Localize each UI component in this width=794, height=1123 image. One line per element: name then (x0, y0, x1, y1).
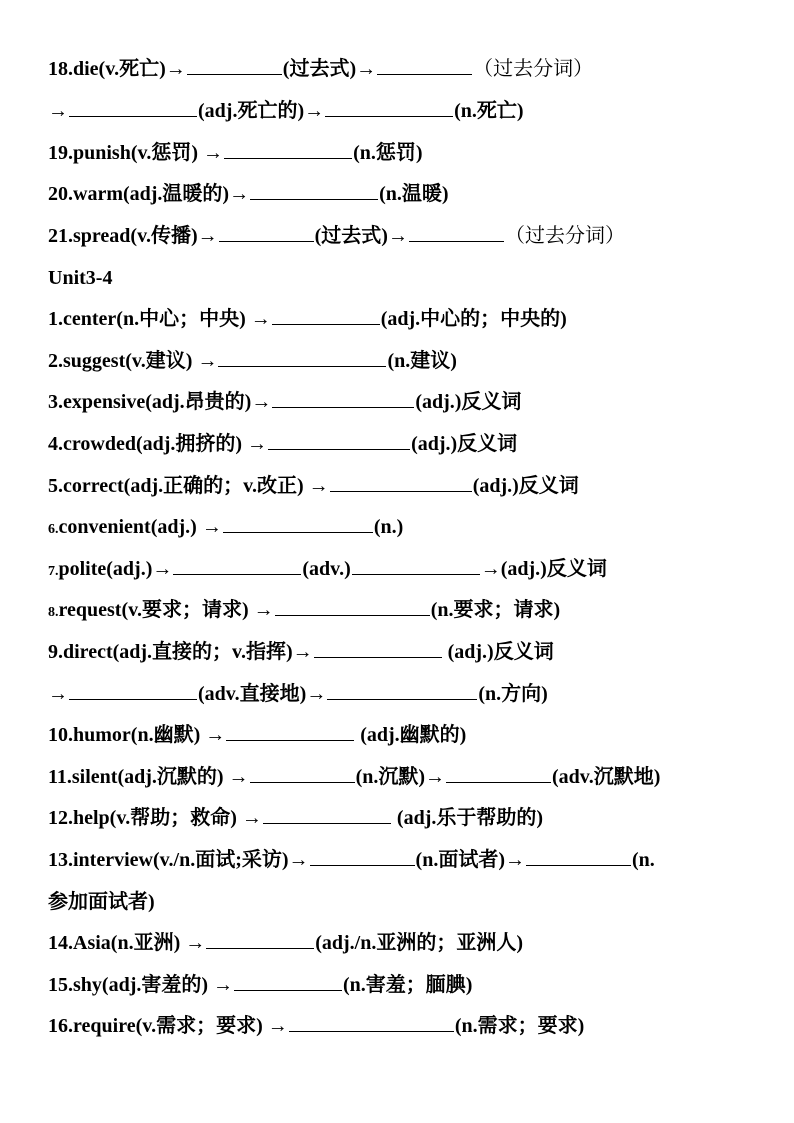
item-2-suggest: 2.suggest(v.建议) → (n.建议) (48, 344, 457, 378)
item-9-continued: → (adv.直接地)→ (n.方向) (48, 677, 548, 711)
item-14-asia: 14.Asia(n.亚洲) → (adj./n.亚洲的；亚洲人) (48, 926, 523, 960)
answer-blank[interactable] (377, 54, 472, 75)
item-13-interview: 13.interview(v./n.面试;采访)→ (n.面试者)→ (n. (48, 843, 655, 877)
answer-blank[interactable] (223, 512, 373, 533)
item-1-center: 1.center(n.中心；中央) → (adj.中心的；中央的) (48, 302, 567, 336)
item-15-shy: 15.shy(adj.害羞的) → (n.害羞；腼腆) (48, 968, 472, 1002)
item-18-die: 18.die(v.死亡)→ (过去式)→ （过去分词） (48, 52, 593, 86)
answer-blank[interactable] (206, 928, 314, 949)
answer-blank[interactable] (310, 845, 415, 866)
answer-blank[interactable] (250, 179, 378, 200)
item-10-humor: 10.humor(n.幽默) → (adj.幽默的) (48, 718, 466, 752)
answer-blank[interactable] (224, 138, 352, 159)
item-4-crowded: 4.crowded(adj.拥挤的) → (adj.)反义词 (48, 427, 517, 461)
item-18-continued: → (adj.死亡的)→ (n.死亡) (48, 94, 524, 128)
item-20-warm: 20.warm(adj.温暖的)→ (n.温暖) (48, 177, 449, 211)
answer-blank[interactable] (234, 970, 342, 991)
item-19-punish: 19.punish(v.惩罚) → (n.惩罚) (48, 136, 423, 170)
item-12-help: 12.help(v.帮助；救命) → (adj.乐于帮助的) (48, 801, 543, 835)
answer-blank[interactable] (526, 845, 631, 866)
item-21-spread: 21.spread(v.传播)→ (过去式)→ （过去分词） (48, 219, 625, 253)
answer-blank[interactable] (268, 429, 410, 450)
unit-heading: Unit3-4 (48, 267, 113, 289)
answer-blank[interactable] (187, 54, 282, 75)
item-5-correct: 5.correct(adj.正确的；v.改正) → (adj.)反义词 (48, 469, 579, 503)
answer-blank[interactable] (250, 762, 355, 783)
item-6-convenient: 6.convenient(adj.) → (n.) (48, 510, 403, 544)
answer-blank[interactable] (289, 1011, 454, 1032)
answer-blank[interactable] (263, 803, 391, 824)
answer-blank[interactable] (69, 96, 197, 117)
answer-blank[interactable] (173, 554, 301, 575)
answer-blank[interactable] (314, 637, 442, 658)
item-16-require: 16.require(v.需求；要求) → (n.需求；要求) (48, 1009, 584, 1043)
item-3-expensive: 3.expensive(adj.昂贵的)→ (adj.)反义词 (48, 385, 521, 419)
answer-blank[interactable] (325, 96, 453, 117)
answer-blank[interactable] (352, 554, 480, 575)
item-7-polite: 7.polite(adj.)→ (adv.) →(adj.)反义词 (48, 552, 607, 586)
answer-blank[interactable] (275, 595, 430, 616)
answer-blank[interactable] (218, 346, 386, 367)
answer-blank[interactable] (446, 762, 551, 783)
answer-blank[interactable] (327, 679, 477, 700)
answer-blank[interactable] (69, 679, 197, 700)
item-8-request: 8.request(v.要求；请求) → (n.要求；请求) (48, 593, 560, 627)
answer-blank[interactable] (330, 471, 472, 492)
answer-blank[interactable] (272, 387, 414, 408)
answer-blank[interactable] (219, 221, 314, 242)
item-11-silent: 11.silent(adj.沉默的) → (n.沉默)→ (adv.沉默地) (48, 760, 660, 794)
answer-blank[interactable] (409, 221, 504, 242)
item-13-continued: 参加面试者) (48, 891, 155, 913)
item-9-direct: 9.direct(adj.直接的；v.指挥)→ (adj.)反义词 (48, 635, 554, 669)
answer-blank[interactable] (226, 720, 354, 741)
answer-blank[interactable] (272, 304, 380, 325)
